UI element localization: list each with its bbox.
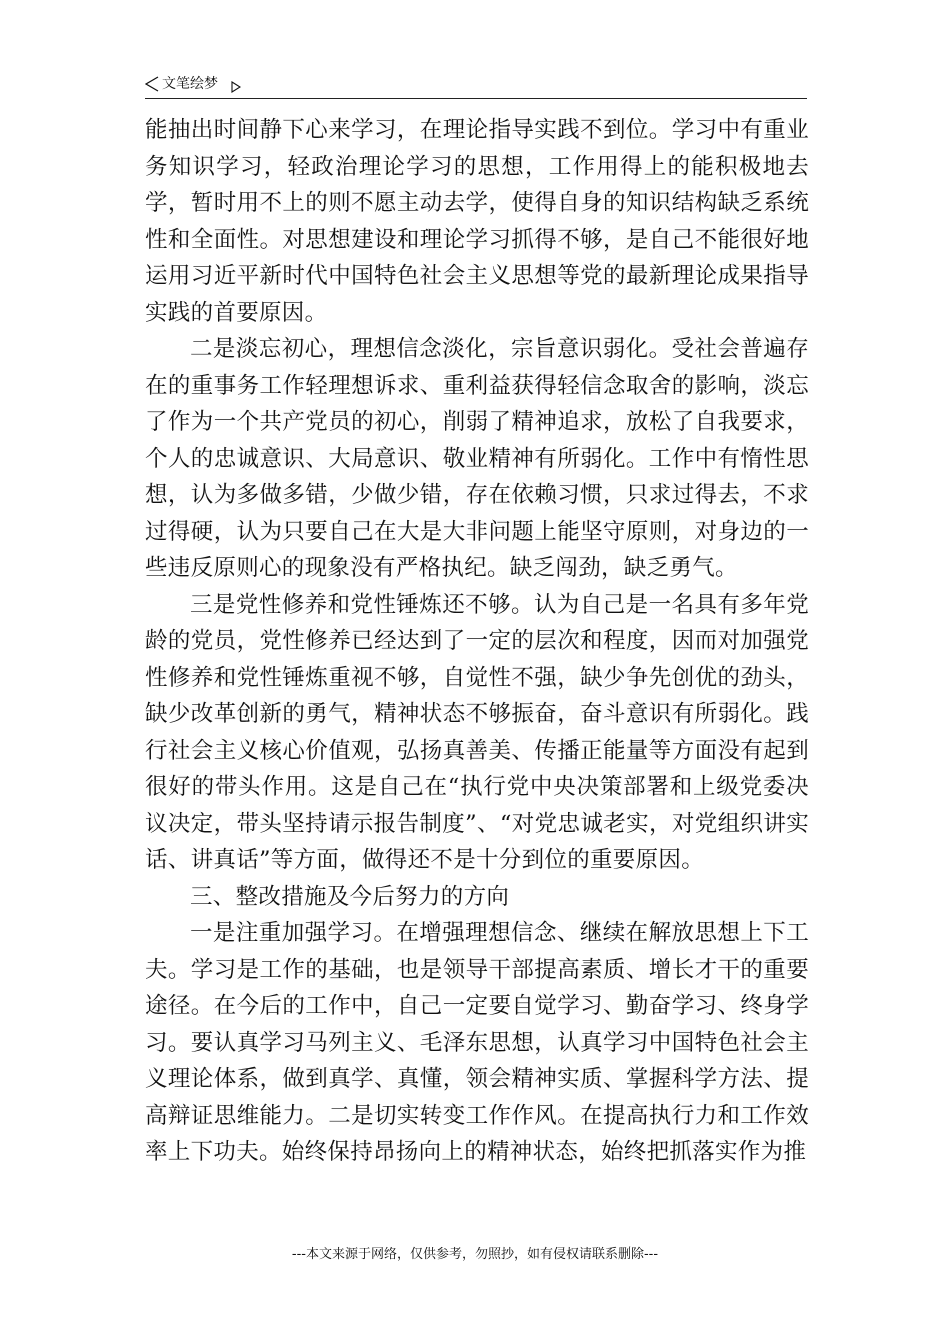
right-triangle-outline-icon	[231, 78, 241, 90]
document-body	[145, 112, 809, 1171]
paragraph-continued: 能抽出时间静下心来学习，在理论指导实践不到位。学习中有重业务知识学习，轻政治理论学习的思想，工作用得上的能积极地去学，暂时用不上的则不愿主动去学，使得自身的知识结构缺乏系统性和全面性。对思想建设和理论学习抓得不够，是自己不能很好地运用习近平新时代中国特色社会主义思想等党的最新理论成果指导实践的首要原因。	[145, 117, 809, 326]
paragraph-strengthen-learning: 一是注重加强学习。在增强理想信念、继续在解放思想上下工夫。学习是工作的基础，也是领导干部提高素质、增长才干的重要途径。在今后的工作中，自己一定要自觉学习、勤奋学习、终身学习。要认真学习马列主义、毛泽东思想，认真学习中国特色社会主义理论体系，做到真学、真懂，领会精神实质、掌握科学方法、提高辩证思维能力。二是切实转变工作作风。在提高执行力和工作效率上下功夫。始终保持昂扬向上的精神状态，始终把抓落实作为推	[145, 920, 809, 1165]
paragraph-forgetting-original-aspiration: 二是淡忘初心，理想信念淡化，宗旨意识弱化。受社会普遍存在的重事务工作轻理想诉求、重利益获得轻信念取舍的影响，淡忘了作为一个共产党员的初心，削弱了精神追求，放松了自我要求，个人的忠诚意识、大局意识、敬业精神有所弱化。工作中有惰性思想，认为多做多错，少做少错，存在依赖习惯，只求过得去，不求过得硬，认为只要自己在大是大非问题上能坚守原则，对身边的一些违反原则心的现象没有严格执纪。缺乏闯劲，缺乏勇气。	[145, 336, 809, 581]
header-title: 文笔绘梦	[162, 76, 218, 92]
section-heading: 三、整改措施及今后努力的方向	[190, 883, 510, 910]
page-header	[145, 74, 807, 99]
paragraph-party-spirit-cultivation: 三是党性修养和党性锤炼还不够。认为自己是一名具有多年党龄的党员，党性修养已经达到了一定的层次和程度，因而对加强党性修养和党性锤炼重视不够，自觉性不强，缺少争先创优的劲头，缺少改革创新的勇气，精神状态不够振奋，奋斗意识有所弱化。践行社会主义核心价值观，弘扬真善美、传播正能量等方面没有起到很好的带头作用。这是自己在“执行党中央决策部署和上级党委决议决定，带头坚持请示报告制度”、“对党忠诚老实，对党组织讲实话、讲真话”等方面，做得还不是十分到位的重要原因。	[145, 591, 809, 873]
left-triangle-outline-icon	[145, 76, 159, 92]
page-footer-disclaimer: ---本文来源于网络，仅供参考，勿照抄，如有侵权请联系删除---	[291, 1247, 659, 1262]
